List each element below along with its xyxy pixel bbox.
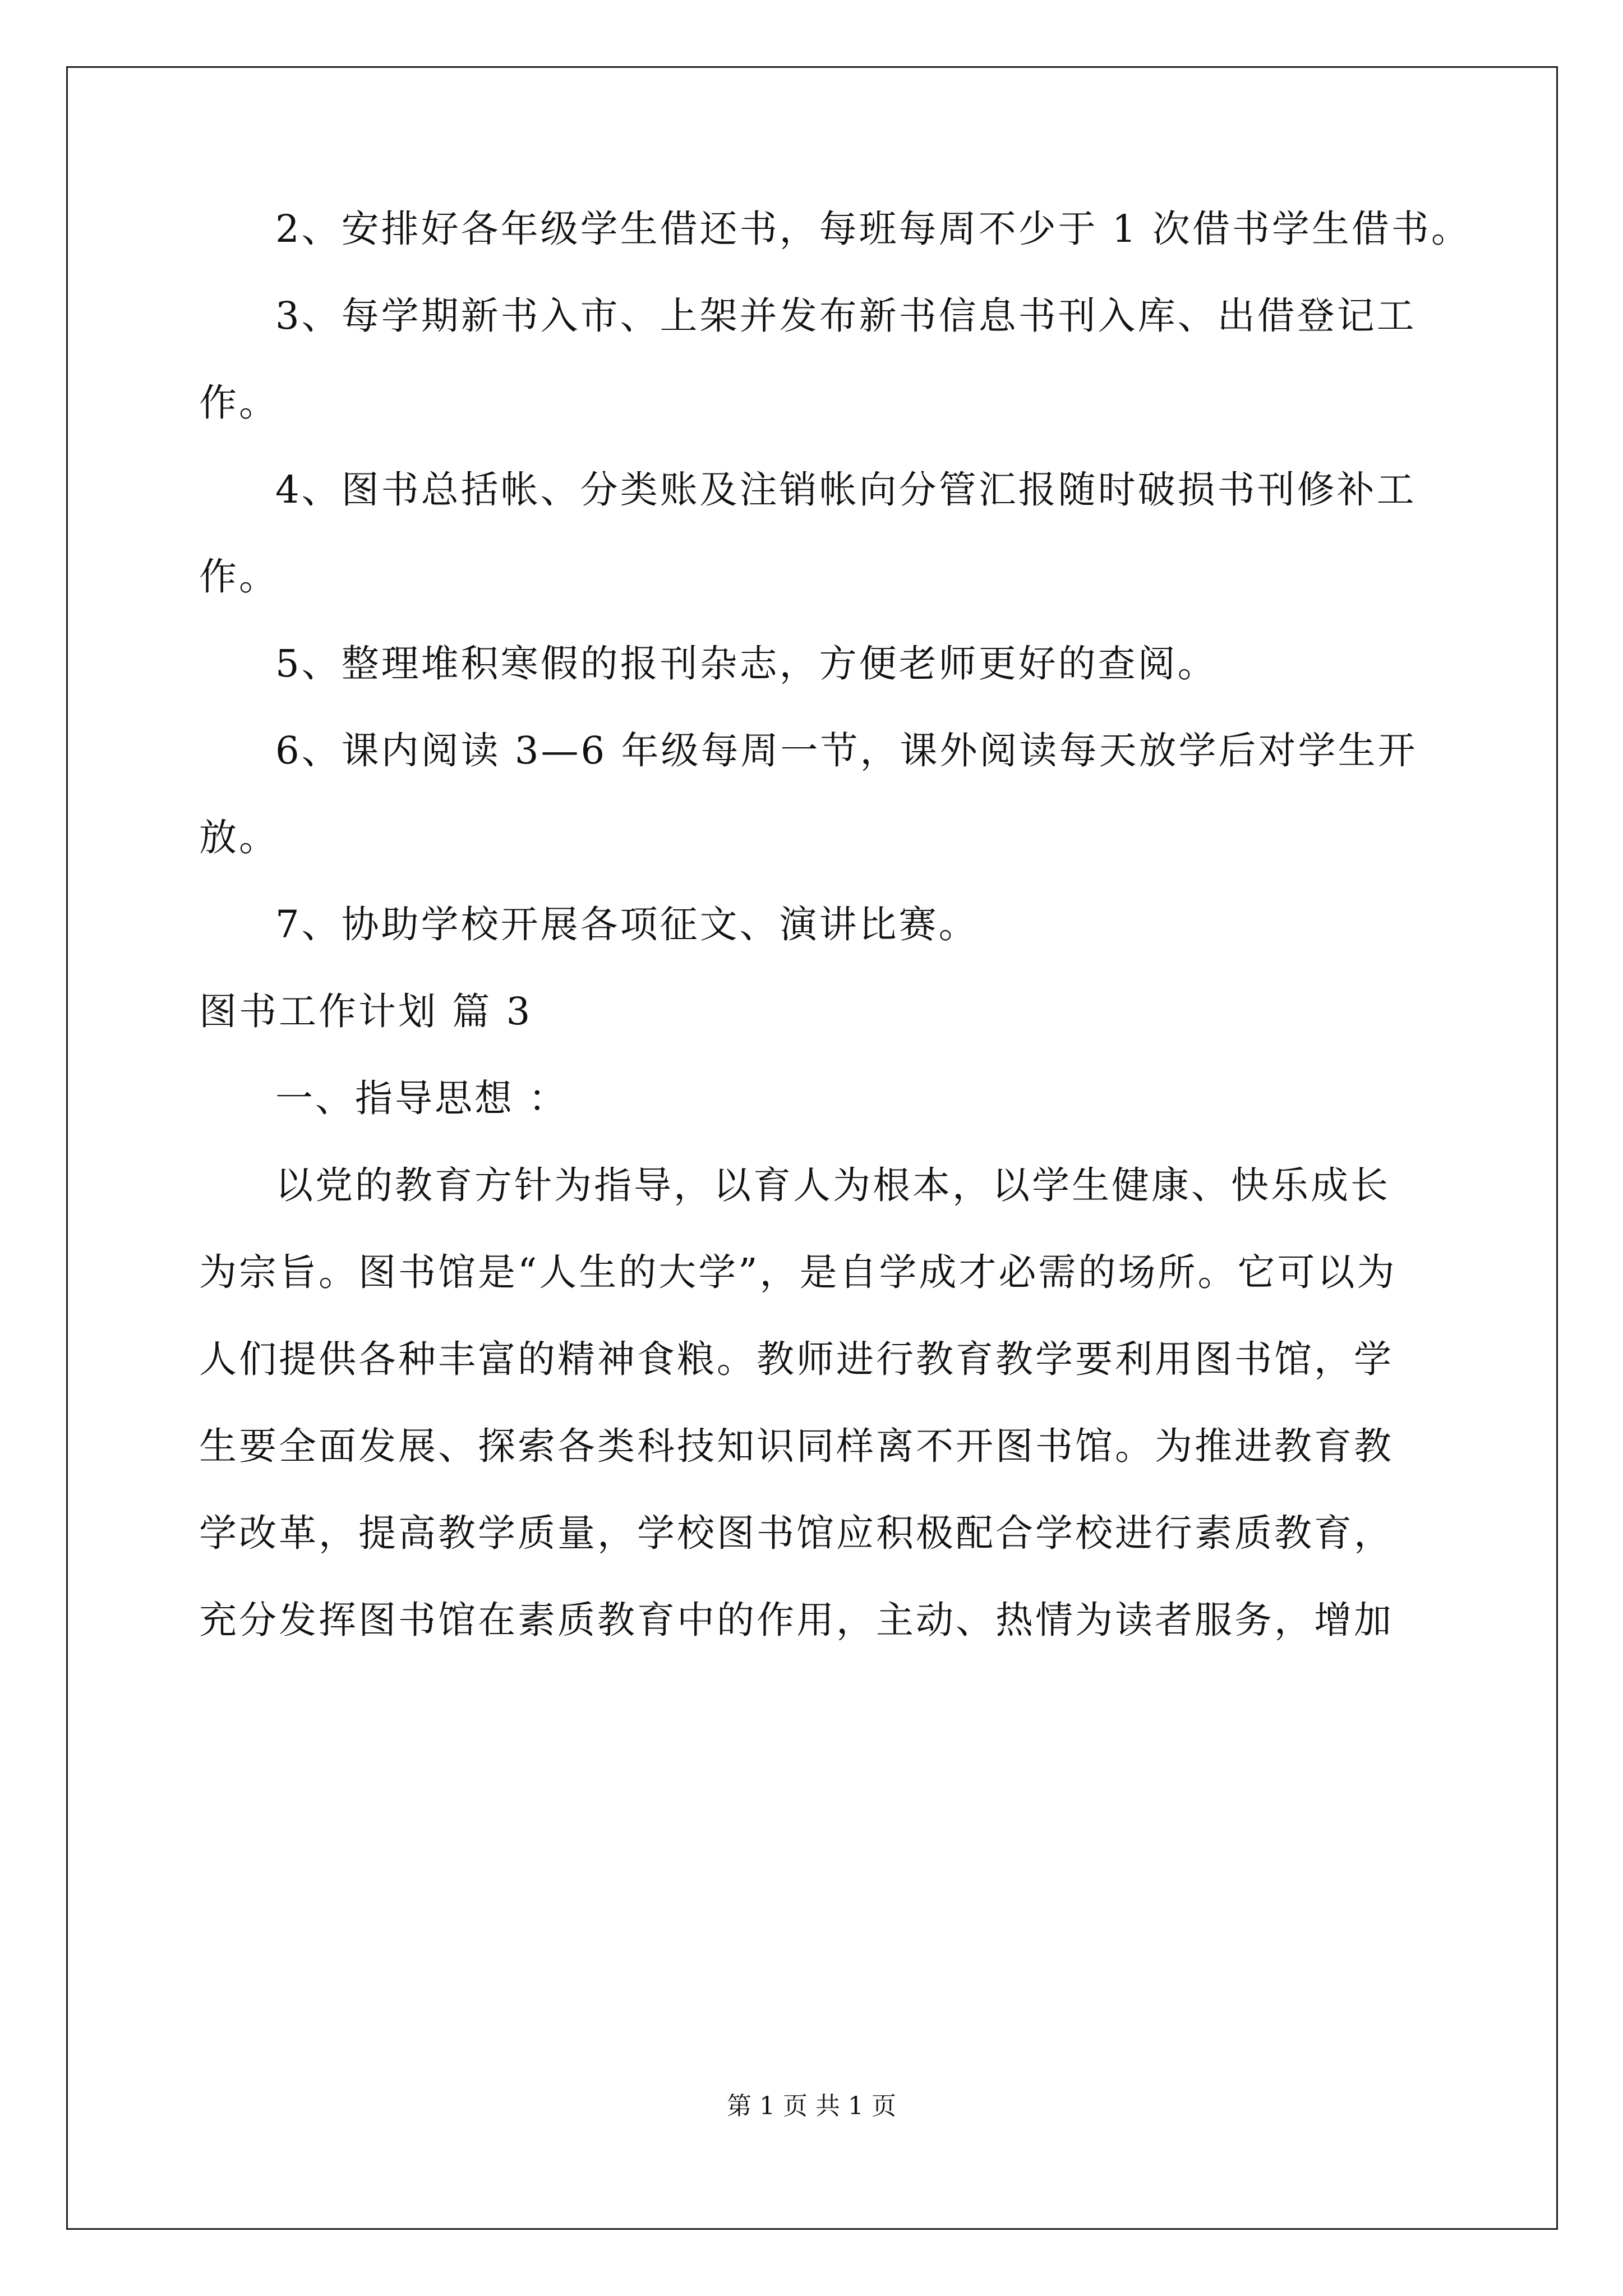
- paragraph-item-4-continued: 作。: [199, 555, 279, 599]
- paragraph-line: 生要全面发展、探索各类科技知识同样离不开图书馆。为推进教育教: [199, 1424, 1394, 1468]
- paragraph-item-3: 3、每学期新书入市、上架并发布新书信息书刊入库、出借登记工: [275, 294, 1417, 338]
- paragraph-item-2: 2、安排好各年级学生借还书，每班每周不少于 1 次借书学生借书。: [275, 207, 1471, 251]
- paragraph-item-6: 6、课内阅读 3—6 年级每周一节，课外阅读每天放学后对学生开: [275, 729, 1418, 772]
- paragraph-line: 为宗旨。图书馆是“人生的大学”，是自学成才必需的场所。它可以为: [199, 1250, 1397, 1294]
- page-footer: 第 1 页 共 1 页: [727, 2092, 896, 2120]
- subheading-guiding-ideology: 一、指导思想 ：: [275, 1076, 569, 1120]
- paragraph-item-6-continued: 放。: [199, 816, 279, 859]
- section-heading: 图书工作计划 篇 3: [199, 990, 533, 1033]
- paragraph-item-3-continued: 作。: [199, 381, 279, 425]
- paragraph-item-4: 4、图书总括帐、分类账及注销帐向分管汇报随时破损书刊修补工: [275, 468, 1417, 512]
- paragraph-line: 学改革，提高教学质量，学校图书馆应积极配合学校进行素质教育，: [199, 1511, 1394, 1555]
- paragraph-line: 人们提供各种丰富的精神食粮。教师进行教育教学要利用图书馆，学: [199, 1337, 1394, 1381]
- paragraph-item-7: 7、协助学校开展各项征文、演讲比赛。: [275, 903, 979, 946]
- paragraph-line: 以党的教育方针为指导，以育人为根本，以学生健康、快乐成长: [275, 1163, 1390, 1207]
- page-border: [66, 66, 1558, 2230]
- paragraph-line: 充分发挥图书馆在素质教育中的作用，主动、热情为读者服务，增加: [199, 1598, 1394, 1642]
- paragraph-item-5: 5、整理堆积寒假的报刊杂志，方便老师更好的查阅。: [275, 642, 1218, 685]
